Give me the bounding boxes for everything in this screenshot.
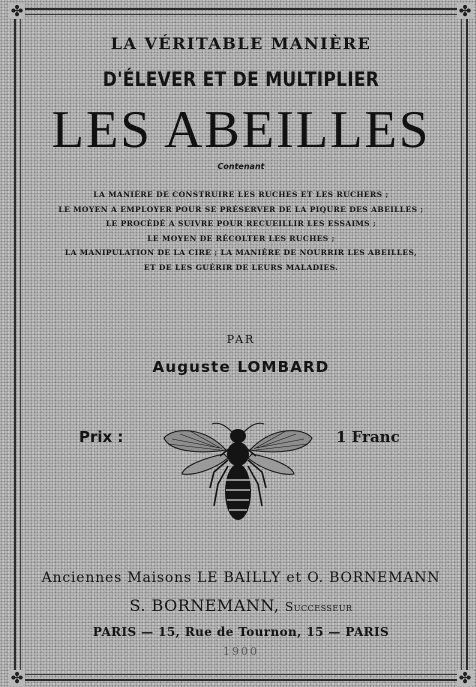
publisher-address: PARIS — 15, Rue de Tournon, 15 — PARIS [92, 625, 390, 639]
bee-icon [160, 418, 316, 528]
publisher-role: Successeur [285, 600, 353, 614]
title-line-1: LA VÉRITABLE MANIÈRE [110, 34, 372, 53]
author-name: Auguste LOMBARD [152, 358, 330, 376]
contents-item: LA MANIPULATION DE LA CIRE ; LA MANIÈRE DE NOURRIR LES ABEILLES, [64, 248, 418, 258]
contents-item: ET DE LES GUÉRIR DE LEURS MALADIES. [143, 262, 339, 272]
by-label: PAR [226, 333, 256, 346]
contents-item: LE MOYEN A EMPLOYER POUR SE PRÉSERVER DE LA PIQURE DES ABEILLES ; [58, 204, 424, 214]
publisher-name: S. BORNEMANN, [129, 596, 280, 615]
corner-ornament-icon: ✤ [10, 669, 24, 687]
contents-item: LA MANIÈRE DE CONSTRUIRE LES RUCHES ET LES RUCHERS ; [93, 190, 389, 199]
title-line-2: D'ÉLEVER ET DE MULTIPLIER [102, 68, 380, 92]
price-value: 1 Franc [336, 428, 400, 446]
contents-heading: Contenant [217, 162, 265, 171]
corner-ornament-icon: ✤ [458, 669, 472, 687]
contents-list [20, 188, 462, 276]
corner-ornament-icon: ✤ [10, 2, 24, 20]
contents-item: LE MOYEN DE RÉCOLTER LES RUCHES ; [147, 233, 335, 243]
contents-item: LE PROCÉDÉ A SUIVRE POUR RECUEILLIR LES ESSAIMS ; [105, 219, 377, 229]
price-label: Prix : [79, 428, 124, 446]
main-title: LES ABEILLES [51, 101, 431, 159]
publisher-line-2 [20, 596, 462, 615]
publication-year: 1900 [223, 645, 259, 658]
publisher-line-1: Anciennes Maisons LE BAILLY et O. BORNEMANN [41, 570, 441, 586]
corner-ornament-icon: ✤ [458, 2, 472, 20]
